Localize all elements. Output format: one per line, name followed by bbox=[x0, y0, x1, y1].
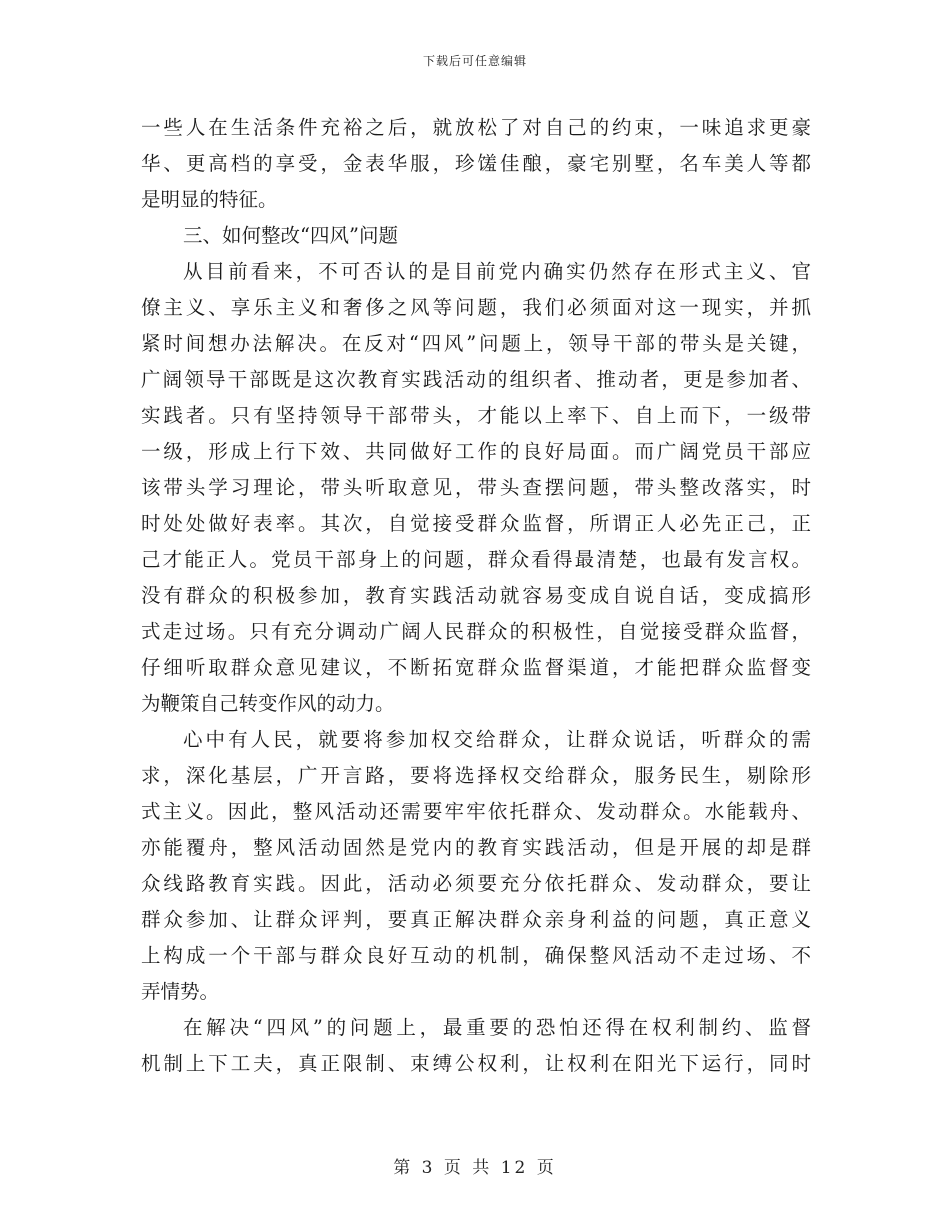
text-line: 众线路教育实践。因此，活动必须要充分依托群众、发动群众，要让 bbox=[141, 872, 811, 895]
text-line: 式走过场。只有充分调动广阔人民群众的积极性，自觉接受群众监督， bbox=[141, 620, 811, 643]
text-line: 从目前看来，不可否认的是目前党内确实仍然存在形式主义、官 bbox=[183, 260, 811, 283]
text-line: 为鞭策自己转变作风的动力。 bbox=[141, 692, 395, 715]
text-line: 实践者。只有坚持领导干部带头，才能以上率下、自上而下，一级带 bbox=[141, 404, 811, 427]
text-line: 群众参加、让群众评判，要真正解决群众亲身利益的问题，真正意义 bbox=[141, 908, 811, 931]
text-line: 一些人在生活条件充裕之后，就放松了对自己的约束，一味追求更豪 bbox=[141, 116, 811, 139]
text-line: 仔细听取群众意见建议，不断拓宽群众监督渠道，才能把群众监督变 bbox=[141, 656, 811, 679]
page-header: 下载后可任意编辑 bbox=[422, 54, 527, 68]
text-line: 上构成一个干部与群众良好互动的机制，确保整风活动不走过场、不 bbox=[141, 944, 811, 967]
page-footer: 第 3 页 共 12 页 bbox=[393, 1158, 557, 1178]
text-line: 紧时间想办法解决。在反对“四风”问题上，领导干部的带头是关键， bbox=[141, 332, 811, 355]
text-line: 僚主义、享乐主义和奢侈之风等问题，我们必须面对这一现实，并抓 bbox=[141, 296, 811, 319]
body-text bbox=[141, 110, 811, 1082]
text-line: 没有群众的积极参加，教育实践活动就容易变成自说自话，变成搞形 bbox=[141, 584, 811, 607]
text-line: 机制上下工夫，真正限制、束缚公权利，让权利在阳光下运行，同时 bbox=[141, 1052, 811, 1075]
text-line: 广阔领导干部既是这次教育实践活动的组织者、推动者，更是参加者、 bbox=[141, 368, 811, 391]
text-line: 一级，形成上行下效、共同做好工作的良好局面。而广阔党员干部应 bbox=[141, 440, 811, 463]
text-line: 亦能覆舟，整风活动固然是党内的教育实践活动，但是开展的却是群 bbox=[141, 836, 811, 859]
text-line: 弄情势。 bbox=[141, 980, 220, 1003]
text-line: 求，深化基层，广开言路，要将选择权交给群众，服务民生，剔除形 bbox=[141, 764, 811, 787]
text-line: 心中有人民，就要将参加权交给群众，让群众说话，听群众的需 bbox=[183, 728, 811, 751]
text-line: 时处处做好表率。其次，自觉接受群众监督，所谓正人必先正己，正 bbox=[141, 512, 811, 535]
text-line: 式主义。因此，整风活动还需要牢牢依托群众、发动群众。水能载舟、 bbox=[141, 800, 811, 823]
text-line: 己才能正人。党员干部身上的问题，群众看得最清楚，也最有发言权。 bbox=[141, 548, 811, 571]
section-heading: 三、如何整改“四风”问题 bbox=[183, 224, 398, 247]
text-line: 该带头学习理论，带头听取意见，带头查摆问题，带头整改落实，时 bbox=[141, 476, 811, 499]
text-line: 华、更高档的享受，金表华服，珍馐佳酿，豪宅别墅，名车美人等都 bbox=[141, 152, 811, 175]
text-line: 是明显的特征。 bbox=[141, 188, 278, 211]
text-line: 在解决“四风”的问题上，最重要的恐怕还得在权利制约、监督 bbox=[183, 1016, 811, 1039]
